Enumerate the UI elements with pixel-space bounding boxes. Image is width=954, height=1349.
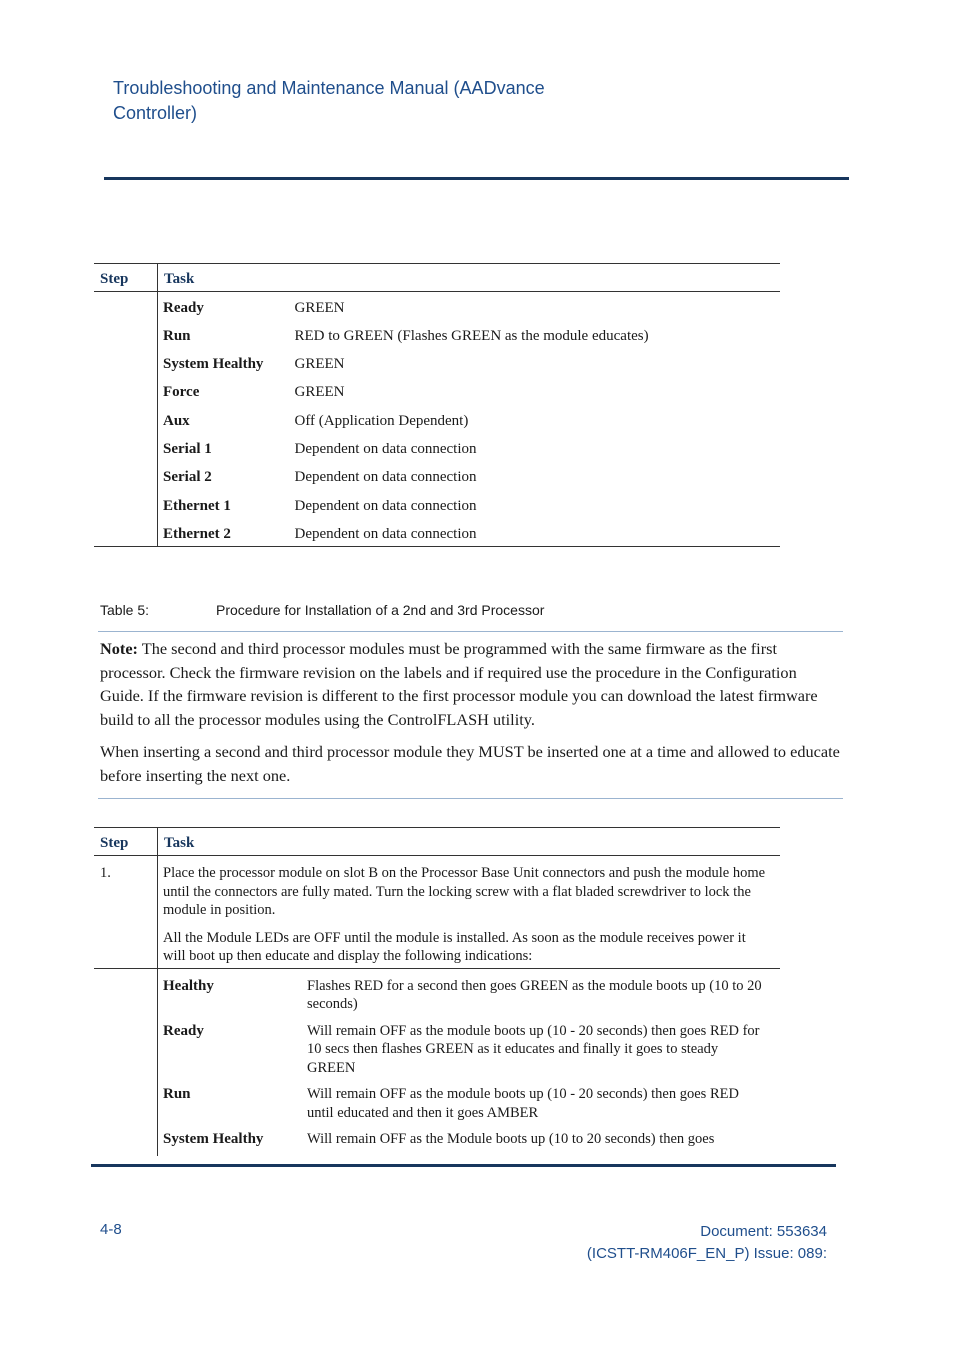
- led-status-table: [94, 263, 780, 547]
- step-number: 1.: [94, 856, 158, 969]
- led-label: Ethernet 1: [163, 497, 231, 514]
- note-paragraph: [98, 637, 840, 731]
- led-label: Force: [163, 384, 200, 401]
- led-label: Ready: [163, 300, 204, 316]
- column-header-step: Step: [94, 264, 158, 292]
- indication-row: [94, 968, 780, 1014]
- indication-label: System Healthy: [163, 1131, 264, 1147]
- table-row: [94, 461, 780, 489]
- indication-value: Flashes RED for a second then goes GREEN as the module boots up (10 to 20 seconds): [307, 968, 780, 1014]
- led-value: RED to GREEN (Flashes GREEN as the module educates): [294, 327, 649, 344]
- table-row: [94, 433, 780, 461]
- note-paragraph-2: When inserting a second and third processor module they MUST be inserted one at a time and allowed to educate before inserting the next one.: [100, 742, 840, 785]
- led-value: GREEN: [294, 384, 345, 401]
- led-label: Run: [163, 327, 191, 344]
- table-row: [94, 405, 780, 433]
- indication-label: Ready: [163, 1022, 204, 1039]
- caption-text: Procedure for Installation of a 2nd and 3rd Processor: [216, 602, 545, 618]
- table-row: [94, 490, 780, 518]
- note-label: Note:: [100, 639, 138, 658]
- indication-value: Will remain OFF as the Module boots up (10 to 20 seconds) then goes: [307, 1131, 715, 1147]
- table-continuation-rule: [91, 1164, 836, 1167]
- led-label: Aux: [163, 412, 190, 429]
- led-label: Ethernet 2: [158, 518, 295, 546]
- led-label: System Healthy: [163, 356, 264, 373]
- led-value: Dependent on data connection: [295, 518, 781, 546]
- page-number: 4-8: [100, 1221, 122, 1238]
- indication-row: [94, 1122, 780, 1156]
- led-value: GREEN: [294, 300, 345, 316]
- led-value: Off (Application Dependent): [294, 412, 469, 429]
- indication-row: [94, 1014, 780, 1078]
- note-box: [98, 631, 843, 799]
- indication-value: Will remain OFF as the module boots up (10 - 20 seconds) then goes RED for 10 secs then flashes GREEN as it educates and finally it goes to steady GREEN: [307, 1022, 760, 1076]
- table-header-row: [94, 828, 780, 856]
- column-header-step: Step: [94, 828, 158, 856]
- indication-label: Healthy: [158, 968, 308, 1014]
- procedure-table: [94, 827, 780, 1156]
- led-label: Serial 1: [163, 440, 212, 457]
- table-row: [94, 320, 780, 348]
- caption-number: Table 5:: [100, 602, 150, 618]
- indication-label: Run: [163, 1086, 191, 1102]
- table-row: [94, 292, 780, 320]
- table-caption: [100, 602, 544, 618]
- led-value: Dependent on data connection: [294, 440, 477, 457]
- led-label: Serial 2: [163, 469, 212, 486]
- step-paragraph: Place the processor module on slot B on the Processor Base Unit connectors and push the module home until the connectors are fully mated. Turn the locking screw with a flat bladed screwdriver to lock the module in position.: [163, 865, 766, 918]
- note-text: The second and third processor modules must be programmed with the same firmware as the first processor. Check the firmware revision on the labels and if required use the procedure in the Configuration Guide. If the firmware revision is different to the first processor module you can download the latest firmware build to all the processor modules using the ControlFLASH utility.: [100, 639, 818, 729]
- indication-value: Will remain OFF as the module boots up (10 - 20 seconds) then goes RED until educated and then it goes AMBER: [307, 1086, 739, 1121]
- led-value: Dependent on data connection: [294, 497, 477, 514]
- table-row: [94, 376, 780, 404]
- column-header-task: Task: [164, 835, 195, 851]
- procedure-step: [94, 856, 780, 969]
- led-value: GREEN: [294, 356, 345, 373]
- document-reference: [587, 1221, 827, 1265]
- table-row: [94, 348, 780, 376]
- indication-row: [94, 1077, 780, 1122]
- header-divider: [104, 177, 849, 180]
- table-row: [94, 518, 780, 546]
- column-header-task: Task: [164, 271, 195, 287]
- led-value: Dependent on data connection: [294, 469, 477, 486]
- document-title: Troubleshooting and Maintenance Manual (AADvance Controller): [113, 78, 545, 123]
- table-header-row: [94, 264, 780, 292]
- step-task: [158, 856, 781, 969]
- step-paragraph: All the Module LEDs are OFF until the module is installed. As soon as the module receives power it will boot up then educate and display the following indications:: [163, 929, 746, 964]
- document-issue: (ICSTT-RM406F_EN_P) Issue: 089:: [586, 1245, 827, 1262]
- document-number: Document: 553634: [700, 1223, 827, 1240]
